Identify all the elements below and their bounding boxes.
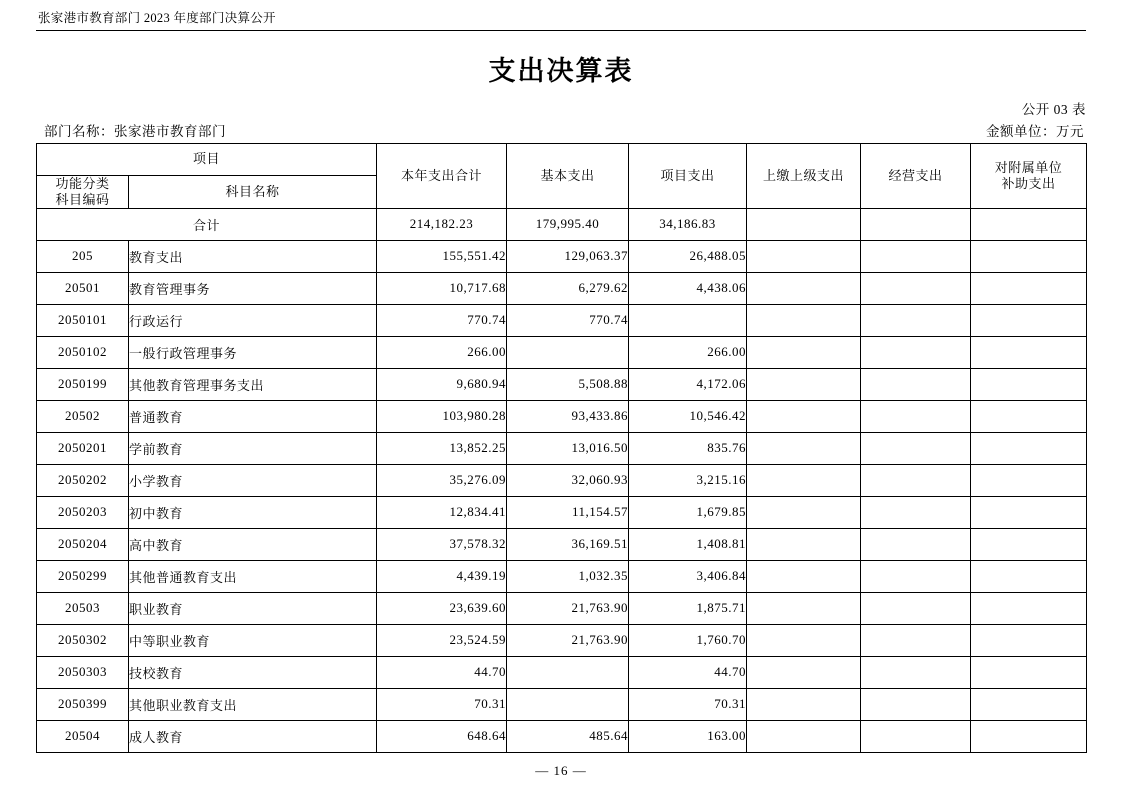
cell-subsidy bbox=[971, 624, 1087, 656]
running-header bbox=[36, 8, 1086, 31]
header-function-code-line1: 功能分类 bbox=[55, 176, 110, 191]
cell-upper-level bbox=[747, 528, 861, 560]
table-row bbox=[37, 400, 1087, 432]
header-divider bbox=[36, 30, 1086, 31]
cell-total: 44.70 bbox=[377, 656, 507, 688]
cell-subsidy bbox=[971, 560, 1087, 592]
cell-basic: 179,995.40 bbox=[507, 208, 629, 240]
cell-project: 1,408.81 bbox=[629, 528, 747, 560]
table-row bbox=[37, 240, 1087, 272]
cell-operating bbox=[861, 400, 971, 432]
cell-basic: 129,063.37 bbox=[507, 240, 629, 272]
cell-project: 835.76 bbox=[629, 432, 747, 464]
cell-function-code: 2050299 bbox=[37, 560, 129, 592]
meta-row bbox=[36, 120, 1086, 140]
cell-function-code: 2050202 bbox=[37, 464, 129, 496]
cell-operating bbox=[861, 336, 971, 368]
cell-total: 35,276.09 bbox=[377, 464, 507, 496]
cell-subsidy bbox=[971, 240, 1087, 272]
cell-project: 1,875.71 bbox=[629, 592, 747, 624]
cell-project: 3,215.16 bbox=[629, 464, 747, 496]
department-name-label: 部门名称：张家港市教育部门 bbox=[44, 124, 226, 139]
cell-subsidy bbox=[971, 464, 1087, 496]
table-row bbox=[37, 624, 1087, 656]
table-row bbox=[37, 528, 1087, 560]
header-group-project: 项目 bbox=[37, 144, 377, 176]
cell-upper-level bbox=[747, 688, 861, 720]
cell-upper-level bbox=[747, 560, 861, 592]
cell-function-code: 20504 bbox=[37, 720, 129, 752]
header-function-code bbox=[37, 176, 129, 209]
cell-operating bbox=[861, 496, 971, 528]
cell-basic: 32,060.93 bbox=[507, 464, 629, 496]
cell-basic: 1,032.35 bbox=[507, 560, 629, 592]
cell-basic: 485.64 bbox=[507, 720, 629, 752]
cell-basic: 6,279.62 bbox=[507, 272, 629, 304]
cell-subsidy bbox=[971, 368, 1087, 400]
cell-upper-level bbox=[747, 656, 861, 688]
cell-subject-name: 教育支出 bbox=[129, 240, 377, 272]
cell-total: 23,639.60 bbox=[377, 592, 507, 624]
cell-total: 214,182.23 bbox=[377, 208, 507, 240]
table-row bbox=[37, 560, 1087, 592]
cell-operating bbox=[861, 592, 971, 624]
cell-upper-level bbox=[747, 720, 861, 752]
cell-subsidy bbox=[971, 528, 1087, 560]
amount-unit-label: 金额单位：万元 bbox=[986, 124, 1084, 139]
page-title: 支出决算表 bbox=[488, 56, 634, 86]
header-subsidy bbox=[971, 144, 1087, 209]
cell-project: 1,679.85 bbox=[629, 496, 747, 528]
cell-subsidy bbox=[971, 400, 1087, 432]
cell-total: 13,852.25 bbox=[377, 432, 507, 464]
running-header-text: 张家港市教育部门 2023 年度部门决算公开 bbox=[38, 11, 276, 25]
cell-subsidy bbox=[971, 656, 1087, 688]
cell-operating bbox=[861, 272, 971, 304]
cell-upper-level bbox=[747, 624, 861, 656]
cell-operating bbox=[861, 208, 971, 240]
cell-subject-name: 教育管理事务 bbox=[129, 272, 377, 304]
cell-subject-name: 初中教育 bbox=[129, 496, 377, 528]
cell-subject-name: 行政运行 bbox=[129, 304, 377, 336]
cell-total: 37,578.32 bbox=[377, 528, 507, 560]
table-row bbox=[37, 208, 1087, 240]
cell-project: 10,546.42 bbox=[629, 400, 747, 432]
cell-operating bbox=[861, 304, 971, 336]
cell-upper-level bbox=[747, 336, 861, 368]
header-total: 本年支出合计 bbox=[377, 144, 507, 209]
cell-upper-level bbox=[747, 304, 861, 336]
header-subsidy-line2: 补助支出 bbox=[1001, 175, 1056, 191]
cell-total: 70.31 bbox=[377, 688, 507, 720]
cell-function-code: 20501 bbox=[37, 272, 129, 304]
cell-operating bbox=[861, 432, 971, 464]
cell-upper-level bbox=[747, 368, 861, 400]
cell-subject-name: 小学教育 bbox=[129, 464, 377, 496]
cell-function-code: 205 bbox=[37, 240, 129, 272]
cell-operating bbox=[861, 688, 971, 720]
cell-total: 103,980.28 bbox=[377, 400, 507, 432]
cell-upper-level bbox=[747, 432, 861, 464]
cell-operating bbox=[861, 560, 971, 592]
cell-subsidy bbox=[971, 304, 1087, 336]
cell-project: 1,760.70 bbox=[629, 624, 747, 656]
table-row bbox=[37, 336, 1087, 368]
cell-subject-name: 其他教育管理事务支出 bbox=[129, 368, 377, 400]
header-subsidy-line1: 对附属单位 bbox=[994, 160, 1063, 175]
cell-project: 44.70 bbox=[629, 656, 747, 688]
cell-basic: 21,763.90 bbox=[507, 592, 629, 624]
cell-function-code: 2050101 bbox=[37, 304, 129, 336]
cell-upper-level bbox=[747, 240, 861, 272]
cell-operating bbox=[861, 240, 971, 272]
cell-project: 3,406.84 bbox=[629, 560, 747, 592]
cell-upper-level bbox=[747, 272, 861, 304]
table-row bbox=[37, 656, 1087, 688]
table-row bbox=[37, 592, 1087, 624]
cell-basic bbox=[507, 656, 629, 688]
cell-subject-name: 其他普通教育支出 bbox=[129, 560, 377, 592]
cell-subsidy bbox=[971, 688, 1087, 720]
cell-total: 4,439.19 bbox=[377, 560, 507, 592]
page-number: — 16 — bbox=[535, 763, 587, 778]
cell-total: 266.00 bbox=[377, 336, 507, 368]
form-code-label: 公开 03 表 bbox=[1021, 102, 1086, 117]
cell-function-code: 2050201 bbox=[37, 432, 129, 464]
cell-subsidy bbox=[971, 336, 1087, 368]
cell-subject-name: 技校教育 bbox=[129, 656, 377, 688]
cell-function-code: 20503 bbox=[37, 592, 129, 624]
cell-function-code: 2050102 bbox=[37, 336, 129, 368]
cell-total: 770.74 bbox=[377, 304, 507, 336]
cell-operating bbox=[861, 624, 971, 656]
header-subject-name: 科目名称 bbox=[129, 176, 377, 209]
cell-subsidy bbox=[971, 720, 1087, 752]
table-row bbox=[37, 368, 1087, 400]
table-row bbox=[37, 304, 1087, 336]
cell-subject-name: 普通教育 bbox=[129, 400, 377, 432]
header-project-expenditure: 项目支出 bbox=[629, 144, 747, 209]
cell-function-code: 2050302 bbox=[37, 624, 129, 656]
cell-upper-level bbox=[747, 592, 861, 624]
cell-total: 23,524.59 bbox=[377, 624, 507, 656]
table-body bbox=[37, 208, 1087, 752]
cell-upper-level bbox=[747, 464, 861, 496]
cell-subsidy bbox=[971, 496, 1087, 528]
table-header-row-1 bbox=[37, 144, 1087, 176]
cell-project: 4,438.06 bbox=[629, 272, 747, 304]
cell-subject-name: 成人教育 bbox=[129, 720, 377, 752]
cell-function-code: 2050199 bbox=[37, 368, 129, 400]
header-operating: 经营支出 bbox=[861, 144, 971, 209]
cell-project: 4,172.06 bbox=[629, 368, 747, 400]
cell-subject-name: 高中教育 bbox=[129, 528, 377, 560]
cell-function-code: 2050204 bbox=[37, 528, 129, 560]
cell-upper-level bbox=[747, 496, 861, 528]
cell-project: 34,186.83 bbox=[629, 208, 747, 240]
cell-subject-name: 一般行政管理事务 bbox=[129, 336, 377, 368]
cell-subsidy bbox=[971, 432, 1087, 464]
cell-upper-level bbox=[747, 208, 861, 240]
cell-basic: 11,154.57 bbox=[507, 496, 629, 528]
table-row bbox=[37, 688, 1087, 720]
cell-project: 70.31 bbox=[629, 688, 747, 720]
cell-subject-name: 职业教育 bbox=[129, 592, 377, 624]
cell-subsidy bbox=[971, 272, 1087, 304]
header-upper-level: 上缴上级支出 bbox=[747, 144, 861, 209]
cell-project: 26,488.05 bbox=[629, 240, 747, 272]
cell-upper-level bbox=[747, 400, 861, 432]
cell-function-code: 2050399 bbox=[37, 688, 129, 720]
table-row bbox=[37, 720, 1087, 752]
cell-total: 10,717.68 bbox=[377, 272, 507, 304]
header-function-code-line2: 科目编码 bbox=[55, 191, 110, 207]
cell-subject-name: 中等职业教育 bbox=[129, 624, 377, 656]
cell-subsidy bbox=[971, 592, 1087, 624]
table-row bbox=[37, 432, 1087, 464]
cell-function-code: 2050203 bbox=[37, 496, 129, 528]
cell-project: 163.00 bbox=[629, 720, 747, 752]
cell-basic: 770.74 bbox=[507, 304, 629, 336]
cell-operating bbox=[861, 656, 971, 688]
table-row bbox=[37, 272, 1087, 304]
cell-operating bbox=[861, 368, 971, 400]
cell-project bbox=[629, 304, 747, 336]
table-row bbox=[37, 496, 1087, 528]
cell-subject-name: 学前教育 bbox=[129, 432, 377, 464]
table-row bbox=[37, 464, 1087, 496]
expenditure-table bbox=[36, 143, 1087, 753]
cell-basic: 93,433.86 bbox=[507, 400, 629, 432]
cell-total: 155,551.42 bbox=[377, 240, 507, 272]
cell-basic: 21,763.90 bbox=[507, 624, 629, 656]
cell-row-label: 合计 bbox=[37, 208, 377, 240]
cell-basic: 5,508.88 bbox=[507, 368, 629, 400]
header-basic: 基本支出 bbox=[507, 144, 629, 209]
cell-subject-name: 其他职业教育支出 bbox=[129, 688, 377, 720]
cell-operating bbox=[861, 528, 971, 560]
cell-basic: 36,169.51 bbox=[507, 528, 629, 560]
cell-function-code: 2050303 bbox=[37, 656, 129, 688]
cell-project: 266.00 bbox=[629, 336, 747, 368]
cell-subsidy bbox=[971, 208, 1087, 240]
cell-basic bbox=[507, 688, 629, 720]
cell-total: 9,680.94 bbox=[377, 368, 507, 400]
cell-basic: 13,016.50 bbox=[507, 432, 629, 464]
cell-total: 648.64 bbox=[377, 720, 507, 752]
cell-operating bbox=[861, 720, 971, 752]
cell-basic bbox=[507, 336, 629, 368]
cell-total: 12,834.41 bbox=[377, 496, 507, 528]
cell-operating bbox=[861, 464, 971, 496]
cell-function-code: 20502 bbox=[37, 400, 129, 432]
